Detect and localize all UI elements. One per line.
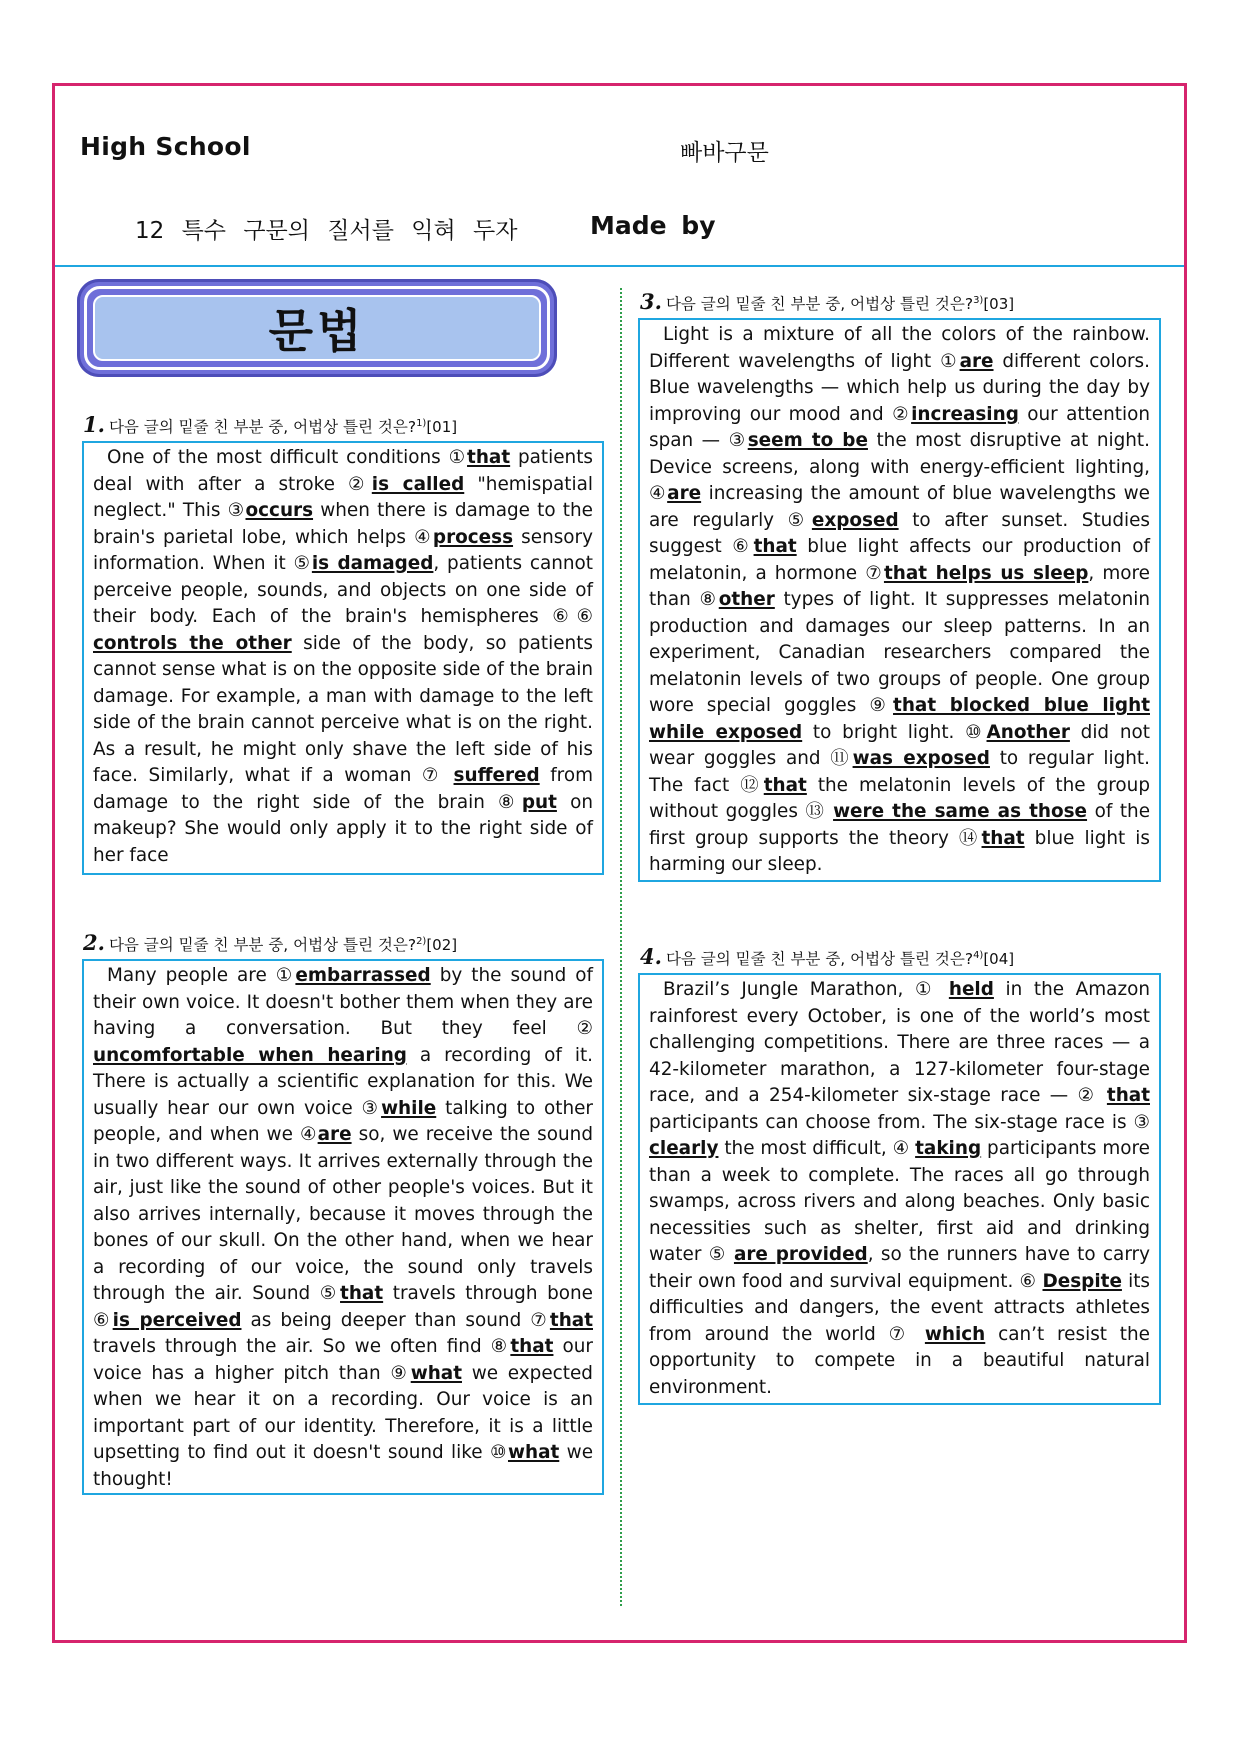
- passage-segment: our attention span — ③: [649, 403, 1150, 451]
- underlined-choice: that blocked blue light while exposed: [649, 695, 1150, 743]
- question-number: 2.: [83, 930, 105, 955]
- question-prompt: 다음 글의 밑줄 친 부분 중, 어법상 틀린 것은?: [665, 295, 974, 313]
- passage-segment: to bright light. ⑩: [802, 721, 987, 743]
- passage-segment: different colors. Blue wavelengths — which help us during the day by improving our mood and ②: [649, 350, 1150, 425]
- passage-segment: to after sunset. Studies suggest ⑥: [649, 509, 1151, 557]
- question-prompt: 다음 글의 밑줄 친 부분 중, 어법상 틀린 것은?: [108, 418, 417, 436]
- underlined-choice: taking: [915, 1138, 982, 1159]
- section-badge: [77, 279, 557, 377]
- passage-segment: participants more than a week to complete. The races all go through swamps, across rivers and along beaches. Only basic necessities such as shelter, first aid and drinking water ⑤: [649, 1138, 1150, 1265]
- underlined-choice: that: [1106, 1085, 1150, 1106]
- passage-segment: from damage to the right side of the brain ⑧: [93, 765, 593, 813]
- underlined-choice: that: [981, 827, 1025, 849]
- footnote-mark: 2): [416, 935, 427, 947]
- passage-segment: sensory information. When it ⑤: [93, 526, 593, 574]
- passage-segment: , more than ⑧: [649, 562, 1150, 610]
- underlined-choice: uncomfortable when hearing: [93, 1044, 407, 1066]
- passage-segment: we thought!: [93, 1442, 594, 1490]
- question-4-passage: [638, 973, 1161, 1405]
- passage-segment: travels through the air. So we often find ⑧: [93, 1336, 511, 1357]
- underlined-choice: are: [317, 1124, 352, 1145]
- underlined-choice: that helps us sleep: [883, 562, 1089, 584]
- passage-text: [649, 977, 1150, 1401]
- passage-text: [93, 963, 593, 1493]
- column-divider: [620, 288, 622, 1606]
- underlined-choice: held: [948, 979, 994, 1000]
- underlined-choice: are: [959, 350, 994, 372]
- underlined-choice: is damaged: [311, 553, 434, 574]
- passage-segment: the most difficult, ④: [718, 1138, 916, 1159]
- passage-segment: side of the body, so patients cannot sense what is on the opposite side of the brain damage. For example, a man with damage to the left side of the brain cannot perceive what is on the right. As a result, he might only shave the left side of his face. Similarly, what if a woman ⑦: [93, 632, 593, 786]
- question-ref: [02]: [426, 936, 458, 954]
- passage-segment: patients deal with after a stroke ②: [93, 447, 593, 495]
- underlined-choice: are provided: [733, 1244, 868, 1265]
- passage-segment: increasing the amount of blue wavelengths we are regularly ⑤: [649, 483, 1150, 531]
- passage-segment: we expected when we hear it on a recording. Our voice is an important part of our identity. Therefore, it is a little upsetting to find out it doesn't sound like ⑩: [93, 1362, 593, 1463]
- question-1-passage: [82, 441, 604, 875]
- passage-segment: "hemispatial neglect." This ③: [93, 473, 594, 521]
- underlined-choice: that: [549, 1309, 593, 1331]
- question-4-label: [640, 944, 1014, 969]
- underlined-choice: Another: [986, 721, 1070, 743]
- passage-segment: its difficulties and dangers, the event attracts athletes from around the world ⑦: [649, 1270, 1150, 1345]
- footnote-mark: 1): [416, 417, 427, 429]
- question-3-label: [640, 289, 1014, 314]
- underlined-choice: Despite: [1042, 1270, 1122, 1292]
- underlined-choice: that: [753, 536, 797, 557]
- question-number: 4.: [640, 944, 662, 969]
- passage-segment: types of light. It suppresses melatonin production and damages our sleep patterns. In an experiment, Canadian researchers compared the melatonin levels of two groups of people. One group wore special goggles ⑨: [649, 589, 1150, 716]
- passage-segment: as being deeper than sound ⑦: [241, 1309, 550, 1331]
- passage-segment: Light is a mixture of all the colors of the rainbow. Different wavelengths of light ①: [649, 324, 1150, 372]
- underlined-choice: seem to be: [747, 430, 868, 451]
- passage-segment: so, we receive the sound in two different ways. It arrives externally through the air, just like the sound of other people's voices. But it also arrives internally, because it moves through the bones of our skull. On the other hand, when we hear a recording of our voice, the sound only travels through the air. Sound ⑤: [93, 1124, 593, 1304]
- question-ref: [03]: [983, 295, 1015, 313]
- question-number: 1.: [83, 412, 105, 437]
- workbook-title: 빠바구문: [680, 140, 769, 166]
- passage-segment: participants can choose from. The six-stage race is ③: [649, 1111, 1150, 1133]
- underlined-choice: occurs: [245, 500, 314, 521]
- underlined-choice: that: [510, 1336, 554, 1357]
- passage-segment: our voice has a higher pitch than ⑨: [93, 1336, 593, 1384]
- passage-segment: did not wear goggles and ⑪: [649, 721, 1150, 769]
- underlined-choice: that: [467, 447, 511, 468]
- underlined-choice: exposed: [811, 509, 899, 531]
- underlined-choice: are: [667, 483, 702, 504]
- passage-segment: a recording of it. There is actually a scientific explanation for this. We usually hear our own voice ③: [93, 1044, 593, 1119]
- passage-text: [649, 322, 1150, 879]
- school-label: High School: [80, 132, 251, 161]
- passage-segment: blue light affects our production of melatonin, a hormone ⑦: [649, 536, 1150, 584]
- passage-segment: One of the most difficult conditions ①: [107, 447, 468, 468]
- passage-segment: travels through bone ⑥: [93, 1283, 593, 1331]
- passage-segment: of the first group supports the theory ⑭: [649, 801, 1151, 849]
- underlined-choice: is perceived: [112, 1309, 242, 1331]
- underlined-choice: put: [521, 791, 557, 813]
- question-ref: [04]: [983, 950, 1015, 968]
- passage-segment: on makeup? She would only apply it to the right side of her face: [93, 791, 593, 866]
- underlined-choice: what: [507, 1442, 560, 1463]
- underlined-choice: process: [432, 526, 514, 548]
- underlined-choice: other: [718, 589, 775, 610]
- underlined-choice: increasing: [911, 403, 1019, 425]
- question-number: 3.: [640, 289, 662, 314]
- question-1-label: [83, 412, 457, 437]
- question-2-label: [83, 930, 457, 955]
- underlined-choice: embarrassed: [295, 965, 431, 986]
- question-3-passage: [638, 318, 1161, 882]
- passage-segment: the melatonin levels of the group without goggles ⑬: [649, 774, 1150, 822]
- passage-text: [93, 445, 593, 869]
- passage-segment: Brazil’s Jungle Marathon, ①: [663, 979, 949, 1000]
- question-prompt: 다음 글의 밑줄 친 부분 중, 어법상 틀린 것은?: [108, 936, 417, 954]
- question-prompt: 다음 글의 밑줄 친 부분 중, 어법상 틀린 것은?: [665, 950, 974, 968]
- underlined-choice: while: [381, 1097, 437, 1119]
- passage-segment: when there is damage to the brain's parietal lobe, which helps ④: [93, 500, 593, 548]
- underlined-choice: is called: [371, 473, 465, 495]
- underlined-choice: what: [410, 1362, 462, 1384]
- underlined-choice: suffered: [453, 765, 540, 786]
- passage-segment: the most disruptive at night. Device screens, along with energy-efficient lighting, ④: [649, 430, 1150, 504]
- underlined-choice: that: [763, 774, 807, 796]
- underlined-choice: clearly: [649, 1138, 719, 1159]
- passage-segment: , so the runners have to carry their own food and survival equipment. ⑥: [649, 1244, 1150, 1292]
- header-divider: [55, 265, 1184, 267]
- passage-segment: in the Amazon rainforest every October, is one of the world’s most challenging competitions. There are three races — a 42-kilometer marathon, a 127-kilometer four-stage race, and a 254-kilometer six-stage race — ②: [649, 979, 1151, 1106]
- passage-segment: by the sound of their own voice. It doesn't bother them when they are having a conversation. But they feel ②: [93, 965, 593, 1039]
- passage-segment: can’t resist the opportunity to compete in a beautiful natural environment.: [649, 1323, 1150, 1398]
- footnote-mark: 4): [973, 949, 984, 961]
- section-badge-label: 문법: [268, 304, 366, 358]
- made-by-label: Made by: [590, 211, 716, 240]
- passage-segment: , patients cannot perceive people, sounds, and objects on one side of their body. Each of the brain's hemispheres ⑥⑥: [93, 553, 594, 627]
- chapter-subtitle: 12 특수 구문의 질서를 익혀 두자: [135, 218, 518, 244]
- underlined-choice: controls the other: [93, 632, 292, 654]
- question-ref: [01]: [426, 418, 458, 436]
- footnote-mark: 3): [973, 294, 984, 306]
- passage-segment: to regular light. The fact ⑫: [649, 748, 1150, 796]
- underlined-choice: which: [924, 1323, 986, 1345]
- passage-segment: talking to other people, and when we ④: [93, 1097, 593, 1145]
- underlined-choice: were the same as those: [833, 801, 1088, 822]
- question-2-passage: [82, 959, 604, 1495]
- passage-segment: Many people are ①: [107, 965, 296, 986]
- underlined-choice: was exposed: [852, 748, 990, 769]
- passage-segment: blue light is harming our sleep.: [649, 827, 1150, 875]
- underlined-choice: that: [340, 1283, 384, 1304]
